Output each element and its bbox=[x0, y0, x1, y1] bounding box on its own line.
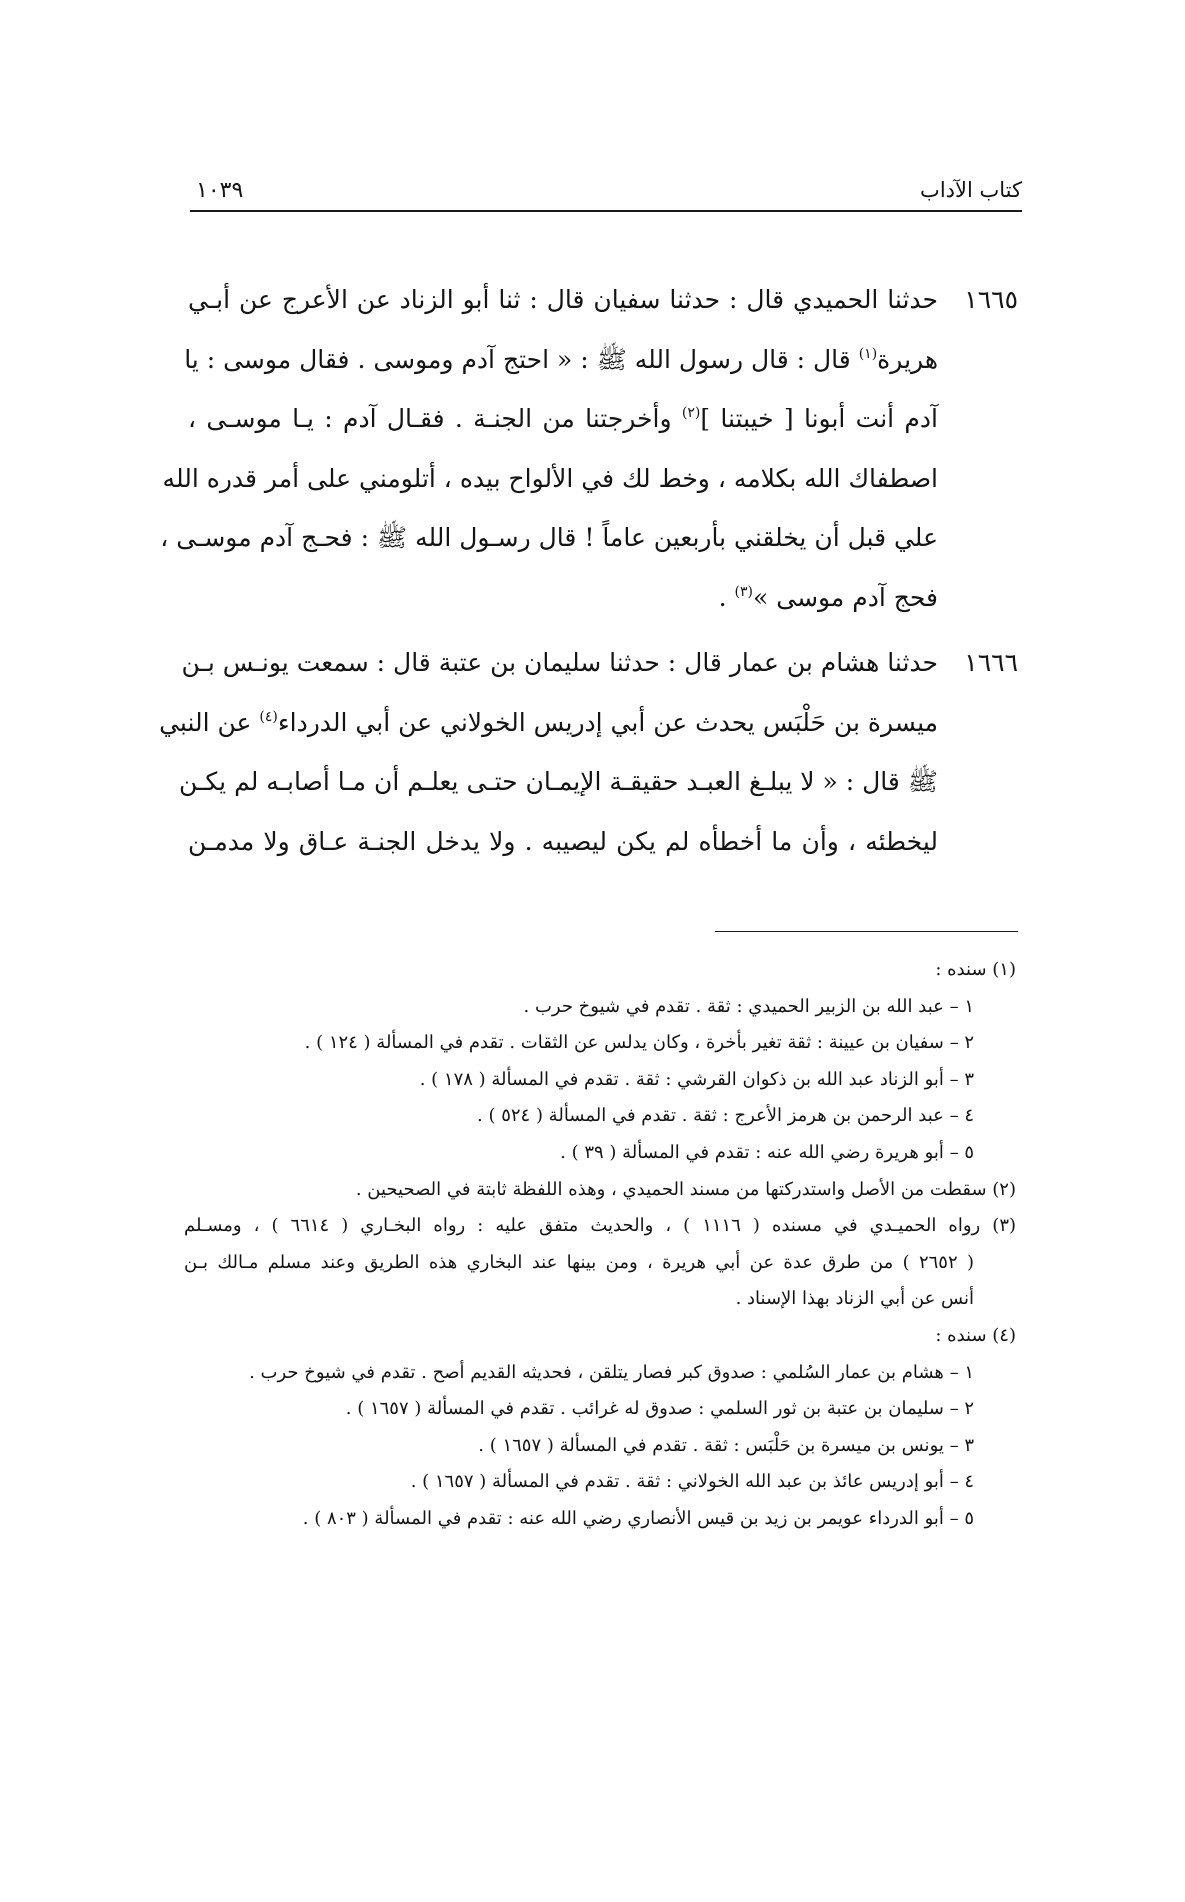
text-line bbox=[184, 330, 1018, 390]
text-line bbox=[159, 693, 1018, 753]
text-line: اصطفاك الله بكلامه ، وخط لك في الألواح بيده ، أتلومني على أمر قدره الله bbox=[162, 463, 938, 493]
footnote-line: ٥ – أبو هريرة رضي الله عنه : تقدم في المسألة ( ٣٩ ) . bbox=[560, 1141, 974, 1163]
text-segment: . bbox=[718, 582, 735, 612]
footnotes bbox=[184, 952, 1016, 1538]
footnote-line: ٤ – أبو إدريس عائذ بن عبد الله الخولاني : ثقة . تقدم في المسألة ( ١٦٥٧ ) . bbox=[410, 1471, 974, 1493]
page-number: ١٠٣٩ bbox=[196, 178, 244, 203]
footnote-ref: (٣) bbox=[734, 583, 753, 600]
footnote-line: ٣ – يونس بن ميسرة بن حَلْبَس : ثقة . تقدم في المسألة ( ١٦٥٧ ) . bbox=[478, 1434, 974, 1456]
text-line bbox=[188, 389, 1018, 449]
footnote-line: ١ – هشام بن عمار السُلمي : صدوق كبر فصار يتلقن ، فحديثه القديم أصح . تقدم في شيوخ حرب . bbox=[249, 1361, 974, 1383]
footnote-heading: (٤) سنده : bbox=[935, 1324, 1016, 1346]
book-title: كتاب الآداب bbox=[920, 178, 1022, 202]
text-line: علي قبل أن يخلقني بأربعين عاماً ! قال رسـول الله ﷺ : فحـج آدم موسـى ، bbox=[160, 523, 938, 552]
main-text bbox=[159, 270, 1018, 877]
text-segment: وأخرجتنا من الجنـة . فقـال آدم : يـا موسـى ، bbox=[188, 404, 682, 433]
text-line: ليخطئه ، وأن ما أخطأه لم يكن ليصيبه . ولا يدخل الجنـة عـاق ولا مدمـن bbox=[188, 826, 938, 856]
text-line bbox=[188, 568, 1018, 628]
text-segment: قال : قال رسول الله ﷺ : « احتج آدم وموسى . فقال موسى : يا bbox=[184, 344, 859, 374]
footnote-line: ٣ – أبو الزناد عبد الله بن ذكوان القرشي : ثقة . تقدم في المسألة ( ١٧٨ ) . bbox=[419, 1068, 974, 1090]
footnote-heading: (١) سنده : bbox=[935, 959, 1016, 980]
text-line: ﷺ قال : « لا يبلـغ العبـد حقيقـة الإيمـان حتـى يعلـم أن مـا أصابـه لم يكـن bbox=[179, 767, 938, 796]
hadith-number: ١٦٦٦ bbox=[964, 648, 1018, 677]
footnote-line: ٥ – أبو الدرداء عويمر بن زيد بن قيس الأنصاري رضي الله عنه : تقدم في المسألة ( ٨٠٣ ) . bbox=[302, 1507, 974, 1529]
footnote-ref: (٤) bbox=[259, 708, 278, 725]
footnote-line: (٣) رواه الحميـدي في مسنده ( ١١١٦ ) ، والحديث متفق عليه : رواه البخـاري ( ٦٦١٤ ) ، ومسـلم bbox=[184, 1215, 1017, 1237]
text-segment: آدم أنت أبونا [ خيبتنا ] bbox=[700, 404, 938, 433]
footnote-line: أنس عن أبي الزناد بهذا الإسناد . bbox=[735, 1288, 974, 1310]
text-segment: هريرة bbox=[877, 344, 938, 374]
text-line: حدثنا هشام بن عمار قال : حدثنا سليمان بن عتبة قال : سمعت يونـس بـن bbox=[181, 648, 938, 677]
text-line: حدثنا الحميدي قال : حدثنا سفيان قال : ثنا أبو الزناد عن الأعرج عن أبـي bbox=[188, 285, 938, 314]
hadith-1666 bbox=[159, 633, 1018, 871]
footnote-line: ( ٢٦٥٢ ) من طرق عدة عن أبي هريرة ، ومن بينها عند البخاري هذه الطريق وعند مسلم مـالك بـن bbox=[184, 1251, 974, 1273]
footnote-line: ٤ – عبد الرحمن بن هرمز الأعرج : ثقة . تقدم في المسألة ( ٥٢٤ ) . bbox=[477, 1105, 974, 1127]
running-header bbox=[190, 172, 1022, 212]
hadith-1665 bbox=[160, 270, 1018, 627]
hadith-number: ١٦٦٥ bbox=[964, 285, 1018, 314]
footnote-line: (٢) سقطت من الأصل واستدركتها من مسند الحميدي ، وهذه اللفظة ثابتة في الصحيحين . bbox=[355, 1178, 1016, 1200]
text-segment: عن النبي bbox=[159, 707, 260, 737]
footnote-separator bbox=[715, 931, 1018, 932]
text-segment: فحج آدم موسى » bbox=[752, 582, 938, 612]
footnote-line: ٢ – سليمان بن عتبة بن ثور السلمي : صدوق له غرائب . تقدم في المسألة ( ١٦٥٧ ) . bbox=[345, 1398, 974, 1420]
footnote-ref: (١) bbox=[858, 345, 878, 362]
footnote-ref: (٢) bbox=[681, 405, 701, 421]
text-segment: ميسرة بن حَلْبَس يحدث عن أبي إدريس الخولاني عن أبي الدرداء bbox=[277, 707, 938, 737]
footnote-line: ٢ – سفيان بن عيينة : ثقة تغير بأخرة ، وكان يدلس عن الثقات . تقدم في المسألة ( ١٢٤ ) . bbox=[304, 1032, 974, 1054]
footnote-line: ١ – عبد الله بن الزبير الحميدي : ثقة . تقدم في شيوخ حرب . bbox=[523, 995, 974, 1017]
